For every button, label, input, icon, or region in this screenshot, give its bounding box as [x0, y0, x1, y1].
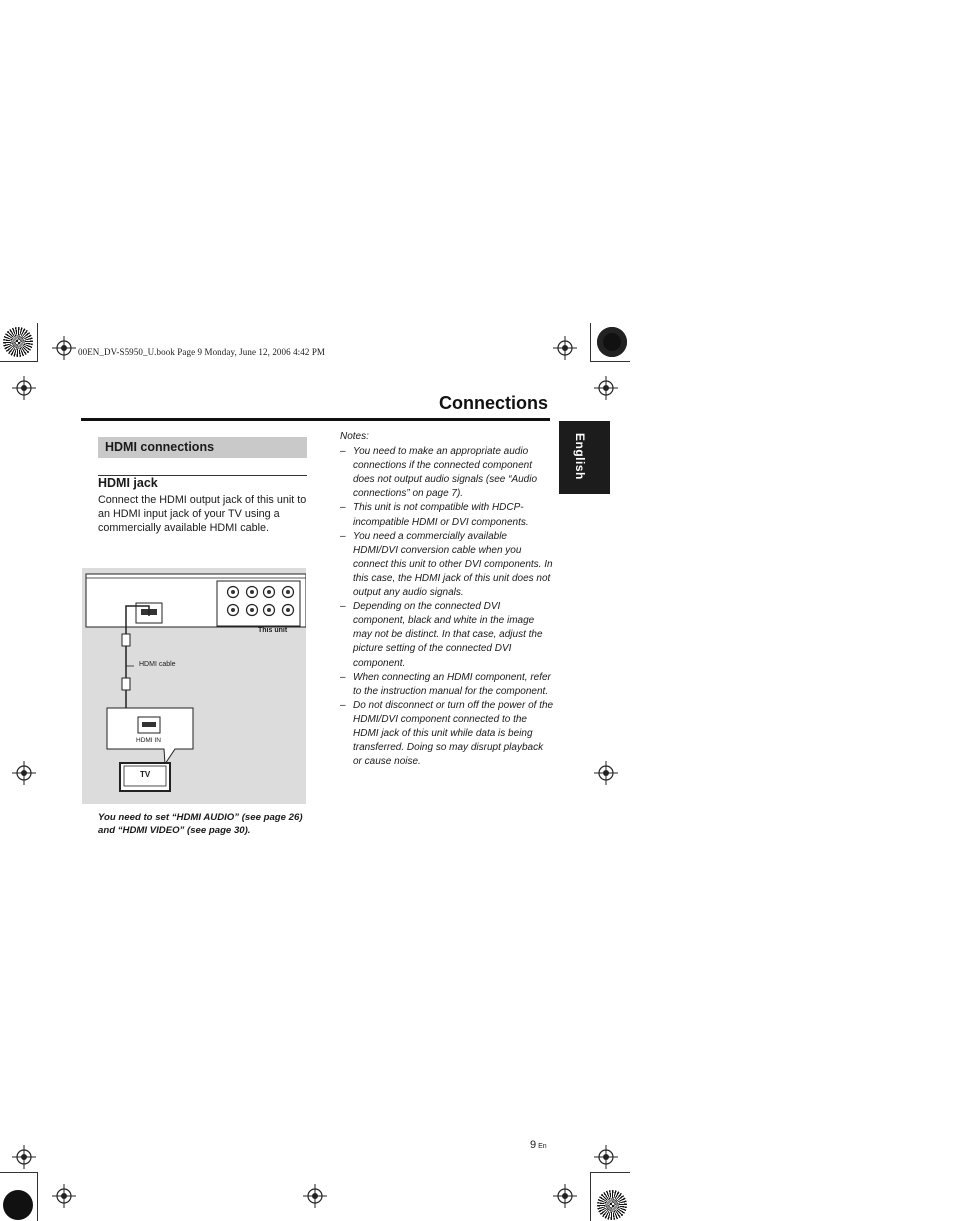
registration-mark-icon — [594, 761, 618, 785]
registration-mark-icon — [12, 1145, 36, 1169]
color-wheel-icon — [597, 1190, 627, 1220]
note-text: When connecting an HDMI component, refer to the instruction manual for the component. — [353, 671, 551, 697]
list-item: – You need to make an appropriate audio connections if the connected component does not output audio signals (see “Audio connections” on page 7). — [340, 446, 538, 500]
list-item: – When connecting an HDMI component, refer to the instruction manual for the component. — [340, 671, 551, 697]
registration-mark-icon — [52, 1184, 76, 1208]
tv-label: TV — [140, 770, 151, 779]
list-item: – This unit is not compatible with HDCP-incompatible HDMI or DVI components. — [340, 502, 529, 528]
page-number-suffix: En — [538, 1143, 547, 1150]
list-item: – Depending on the connected DVI component, black and white in the image may not be distinct. In that case, adjust the picture setting of the connected DVI component. — [340, 601, 543, 669]
note-text: You need to make an appropriate audio connections if the connected component does not output audio signals (see “Audio connections” on page 7). — [353, 446, 538, 500]
connection-diagram-svg — [82, 568, 306, 804]
note-text: Do not disconnect or turn off the power of the HDMI/DVI component connected to the HDMI jack of this unit while data is being transferred. Doing so may disrupt playback or cause noise. — [353, 699, 554, 768]
list-item: – You need a commercially available HDMI/DVI conversion cable when you connect this unit to other DVI components. In this case, the HDMI jack of this unit does not output any audio signals. — [340, 530, 553, 599]
color-wheel-icon — [597, 327, 627, 357]
registration-mark-icon — [553, 336, 577, 360]
page-title: Connections — [438, 393, 548, 413]
note-text: This unit is not compatible with HDCP-incompatible HDMI or DVI components. — [353, 502, 529, 528]
subheading: HDMI jack — [98, 476, 158, 490]
registration-mark-icon — [553, 1184, 577, 1208]
cable-label: HDMI cable — [139, 661, 176, 668]
registration-mark-icon — [303, 1184, 327, 1208]
language-tab-label: English — [573, 433, 587, 480]
registration-mark-icon — [12, 376, 36, 400]
cable-plug-top-icon — [122, 634, 130, 646]
body-paragraph: Connect the HDMI output jack of this unit to an HDMI input jack of your TV using a commercially available HDMI cable. — [98, 494, 307, 534]
registration-mark-icon — [52, 336, 76, 360]
book-info-line: 00EN_DV-S5950_U.book Page 9 Monday, June 12, 2006 4:42 PM — [78, 347, 326, 357]
language-tab — [559, 421, 610, 494]
unit-label: This unit — [258, 627, 288, 634]
cable-plug-bottom-icon — [122, 678, 130, 690]
section-heading: HDMI connections — [105, 440, 215, 454]
connection-diagram — [82, 568, 306, 804]
color-wheel-icon — [3, 1190, 33, 1220]
list-item: – Do not disconnect or turn off the power of the HDMI/DVI component connected to the HDMI jack of this unit while data is being transferred. Doing so may disrupt playback or cause noise. — [340, 699, 554, 768]
page-number-value: 9 — [530, 1139, 537, 1151]
section-heading-bar — [98, 437, 307, 458]
color-wheel-icon — [3, 327, 33, 357]
note-text: You need a commercially available HDMI/DVI conversion cable when you connect this unit to other DVI components. In this case, the HDMI jack of this unit does not output any audio signals. — [353, 530, 553, 599]
tv-callout — [107, 708, 193, 764]
registration-mark-icon — [594, 376, 618, 400]
notes-list — [340, 445, 554, 769]
note-text: Depending on the connected DVI component, black and white in the image may not be distinct. In that case, adjust the picture setting of the connected DVI component. — [353, 601, 543, 669]
title-rule — [81, 418, 550, 421]
hdmi-in-label: HDMI IN — [136, 737, 161, 744]
notes-block — [340, 430, 554, 769]
registration-mark-icon — [12, 761, 36, 785]
registration-mark-icon — [594, 1145, 618, 1169]
notes-heading: Notes: — [340, 431, 369, 442]
page-number — [530, 1139, 547, 1151]
figure-caption: You need to set “HDMI AUDIO” (see page 26) and “HDMI VIDEO” (see page 30). — [98, 812, 303, 836]
